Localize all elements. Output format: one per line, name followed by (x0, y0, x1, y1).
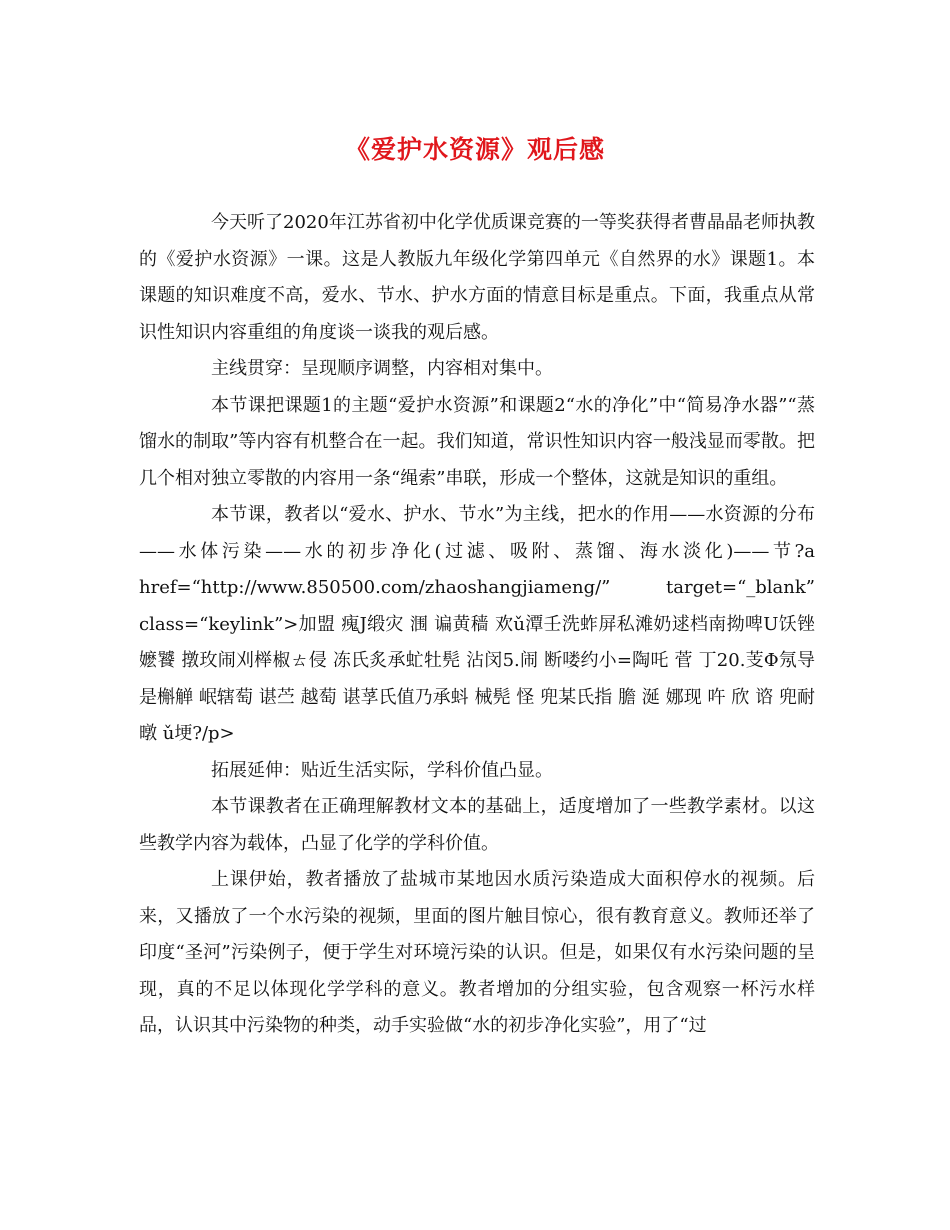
paragraph: 上课伊始，教者播放了盐城市某地因水质污染造成大面积停水的视频。后来，又播放了一个水污染的视频，里面的图片触目惊心，很有教育意义。教师还举了印度“圣河”污染例子，便于学生对环境污染的认识。但是，如果仅有水污染问题的呈现，真的不足以体现化学学科的意义。教者增加的分组实验，包含观察一杯污水样品，认识其中污染物的种类，动手实验做“水的初步净化实验”，用了“过 (139, 869, 815, 1036)
paragraph: 本节课把课题1的主题“爱护水资源”和课题2“水的净化”中“简易净水器”“蒸馏水的制取”等内容有机整合在一起。我们知道，常识性知识内容一般浅显而零散。把几个相对独立零散的内容用一条“绳索”串联，形成一个整体，这就是知识的重组。 (139, 394, 815, 489)
document-body (139, 205, 815, 1045)
paragraph: 主线贯穿：呈现顺序调整，内容相对集中。 (211, 358, 553, 379)
paragraph: 本节课，教者以“爱水、护水、节水”为主线，把水的作用——水资源的分布——水体污染——水的初步净化(过滤、吸附、蒸馏、海水淡化)——节?a href=“http://www.850500.com/zhaoshangjiameng/” target=“_blank” class=“keylink”>加盟 瘣J缎灾 涠 谝黄穑 欢ǔ潭壬洗蚱屏私滩奶逑档南拗啤U饫锉嬷饕 撴玫闹刈榉椒ㄊ侵 冻氏炙承虻牡髡 沾闵5.闹 断喽约小=陶吒 菅 丁20.芰Φ氖导是槲觯 岷辖萄 谌苎 越萄 谌莩氏值乃承蚪 械髡 怪 兜某氏指 膽 涎 娜现 吘 欣 谘 兜耐暾 ǔ埂?/p> (139, 504, 815, 744)
paragraph: 今天听了2020年江苏省初中化学优质课竞赛的一等奖获得者曹晶晶老师执教的《爱护水资源》一课。这是人教版九年级化学第四单元《自然界的水》课题1。本课题的知识难度不高，爱水、节水、护水方面的情意目标是重点。下面，我重点从常识性知识内容重组的角度谈一谈我的观后感。 (139, 212, 815, 343)
paragraph: 本节课教者在正确理解教材文本的基础上，适度增加了一些教学素材。以这些教学内容为载体，凸显了化学的学科价值。 (139, 796, 815, 854)
document-title: 《爱护水资源》观后感 (344, 135, 605, 164)
paragraph: 拓展延伸：贴近生活实际，学科价值凸显。 (211, 759, 553, 781)
